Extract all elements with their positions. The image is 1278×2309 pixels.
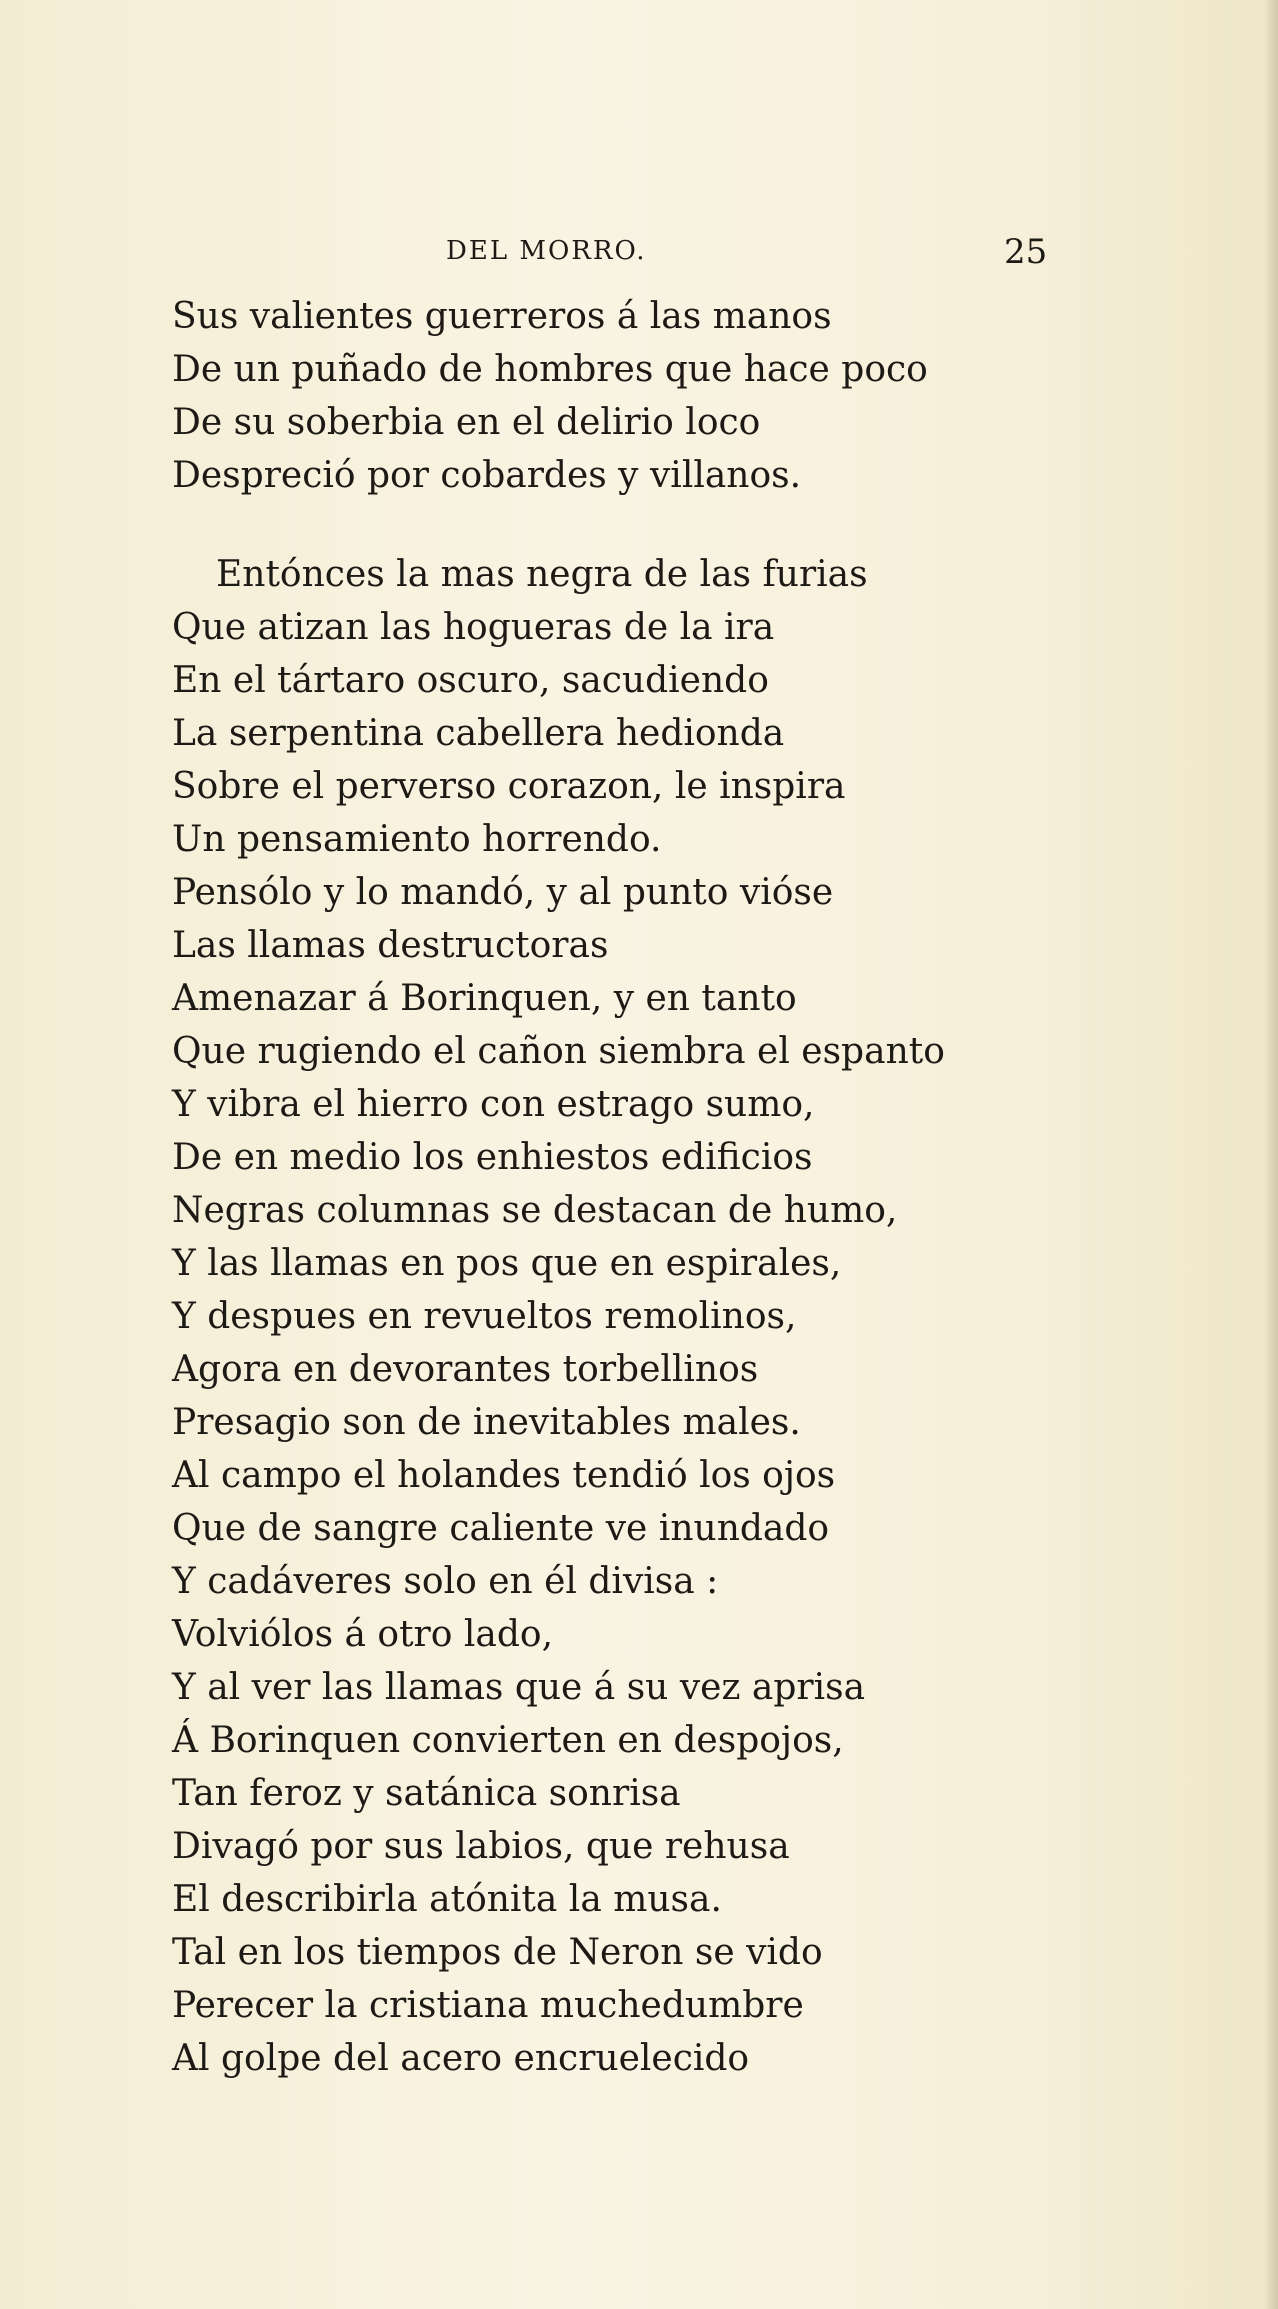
poem-line: Entónces la mas negra de las furias [216,554,868,595]
poem-line: Y las llamas en pos que en espirales, [172,1243,842,1284]
page-number: 25 [1004,232,1048,272]
poem-line: Y vibra el hierro con estrago sumo, [172,1084,815,1125]
poem-line: De su soberbia en el delirio loco [172,402,761,443]
poem-line: Tal en los tiempos de Neron se vido [172,1932,823,1973]
stanza-2 [172,548,972,2085]
poem-body [172,290,972,2085]
poem-line: Pensólo y lo mandó, y al punto vióse [172,872,834,913]
poem-line: Á Borinquen convierten en despojos, [172,1720,844,1761]
poem-line: Y al ver las llamas que á su vez aprisa [172,1667,866,1708]
poem-line: La serpentina cabellera hedionda [172,713,785,754]
poem-line: Volviólos á otro lado, [172,1614,554,1655]
poem-line: Que atizan las hogueras de la ira [172,607,775,648]
poem-line: Que de sangre caliente ve inundado [172,1508,830,1549]
poem-line: Presagio son de inevitables males. [172,1402,801,1443]
poem-line: Un pensamiento horrendo. [172,819,662,860]
poem-line: Negras columnas se destacan de humo, [172,1190,898,1231]
poem-line: Perecer la cristiana muchedumbre [172,1985,804,2026]
poem-line: Que rugiendo el cañon siembra el espanto [172,1031,945,1072]
running-head: DEL MORRO. [446,236,647,266]
poem-line: De un puñado de hombres que hace poco [172,349,928,390]
poem-line: Las llamas destructoras [172,925,609,966]
poem-line: Despreció por cobardes y villanos. [172,455,802,496]
poem-line: Y despues en revueltos remolinos, [172,1296,797,1337]
page-header [0,232,1278,272]
poem-line: Sobre el perverso corazon, le inspira [172,766,846,807]
poem-line: El describirla atónita la musa. [172,1879,722,1920]
poem-line: Al campo el holandes tendió los ojos [172,1455,836,1496]
poem-line: Al golpe del acero encruelecido [172,2038,750,2079]
poem-line: De en medio los enhiestos edificios [172,1137,813,1178]
page-edge-shadow [1264,0,1278,2309]
poem-line: Sus valientes guerreros á las manos [172,296,832,337]
poem-line: Divagó por sus labios, que rehusa [172,1826,790,1867]
poem-line: En el tártaro oscuro, sacudiendo [172,660,769,701]
poem-line: Amenazar á Borinquen, y en tanto [172,978,797,1019]
poem-line: Y cadáveres solo en él divisa : [172,1561,719,1602]
poem-line: Tan feroz y satánica sonrisa [172,1773,681,1814]
stanza-1 [172,290,972,502]
poem-line: Agora en devorantes torbellinos [172,1349,759,1390]
